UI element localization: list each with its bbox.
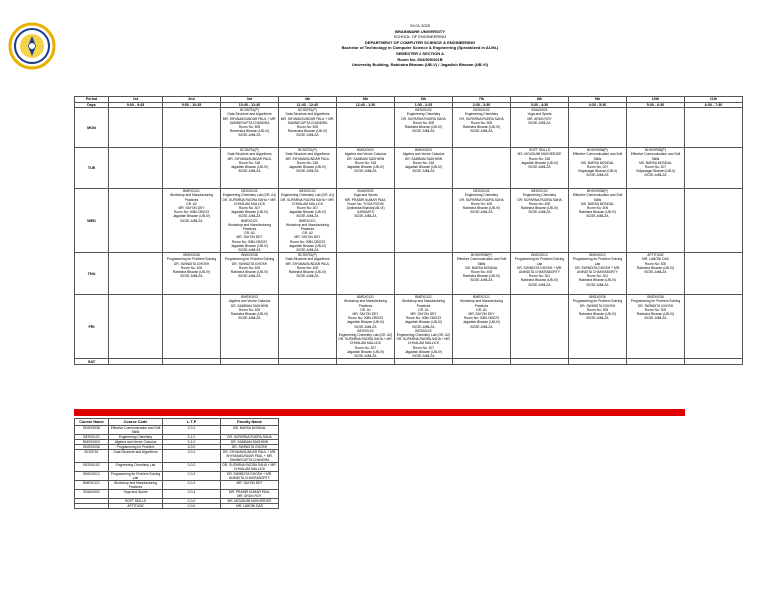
course-cell: 3-1-0: [163, 435, 221, 440]
class-cell: BHSX9938(P) Effective Communication and Soft Skills MS. BARSA MONDAL Room No: 207 Vidyasagar Bhavan (UB-II) BCSE-AIMLZA: [627, 148, 685, 189]
time-slot: 3:30 - 4:30: [511, 102, 569, 108]
time-slot: 9:00 - 9:45: [109, 102, 163, 108]
university-seal-icon: [8, 22, 56, 70]
separator-bar: [74, 409, 685, 416]
course-cell: 2-0-2: [163, 426, 221, 435]
header-department: DEPARTMENT OF COMPUTER SCIENCE & ENGINEERING: [364, 39, 476, 45]
period-header: 1st: [109, 97, 163, 103]
period-header: 6th: [395, 97, 453, 103]
class-cell: [685, 295, 743, 359]
document-header: [180, 23, 660, 68]
course-cell: Engineering Chemistry: [109, 435, 163, 440]
period-label: Period: [75, 97, 109, 103]
class-cell: BCS5751(P) Data Structure and Algorithms MR. SHYAMASUNDAR PAUL + MR. SAMNEGUPTA CHANDRA Room No: 505 Ramendra Bhavan (UB-IV) BCSE-AIMLZA: [279, 108, 337, 148]
course-cell: DR. SUPARNA RUDRA SAHA: [221, 435, 279, 440]
course-cell: DR. SWINDITA GHOSH + MR. ANINDITA CHAKRABORTY: [221, 472, 279, 481]
class-cell: [279, 359, 337, 365]
course-cell: Yoga and Sports: [109, 490, 163, 499]
class-cell: [453, 148, 511, 189]
time-slot: 5:30 - 6:30: [627, 102, 685, 108]
day-label: THU: [75, 253, 109, 295]
class-cell: BMEX0121 Workshop and Manufacturing Practices GR. A2 MR. SAYON DEY Room No: 008/LOBO23 Jagadish Bhavan (UB-IV) BCSE-AIMLZA: [163, 189, 221, 253]
day-row: [75, 189, 743, 253]
day-row: [75, 253, 743, 295]
class-cell: BESX0102 Engineering Chemistry DR. SUPARNA RUDRA SAHA Room No: 405 Rabindra Bhavan (UB-IV) BCSE-AIMLZA: [453, 189, 511, 253]
class-cell: [395, 253, 453, 295]
class-cell: APTITUDE MR. LABONI DAS Room No: 305 Rabindra Bhavan (UB-IV) BCSE-AIMLZA: [627, 253, 685, 295]
time-slot: 11:40 - 12:40: [279, 102, 337, 108]
class-cell: BNSX0036 Programming for Problem Solving DR. SWINDITA GHOSH Room No: 405 Rabindra Bhavan (UB-IV) BCSE-AIMLZA: [221, 253, 279, 295]
course-cell: BCS5751: [75, 450, 109, 463]
class-cell: [109, 253, 163, 295]
course-cell: BNSX0036: [75, 445, 109, 450]
course-row: [75, 504, 279, 509]
course-cell: BESX0102: [75, 435, 109, 440]
class-cell: [221, 359, 279, 365]
course-row: [75, 463, 279, 472]
class-cell: [163, 359, 221, 365]
course-column-header: Course Code: [109, 419, 163, 426]
time-slot: 1:30 - 2:25: [395, 102, 453, 108]
class-cell: [337, 108, 395, 148]
course-cell: DR. SHYAMASUNDAR PAUL + MR. SHYAMASUNDAR PAUL + MR. SAMNEGUPTA CHANDRA: [221, 450, 279, 463]
day-label: SAT: [75, 359, 109, 365]
day-row: [75, 295, 743, 359]
course-cell: Programming for Problem Solving Lab: [109, 472, 163, 481]
course-cell: APTITUDE: [109, 504, 163, 509]
class-cell: BESX0102 Engineering Chemistry DR. SUPARNA RUDRA SAHA Room No: 505 Rabindra Bhavan (UB-IV) BCSE-AIMLZA: [453, 108, 511, 148]
header-semester: SEMESTER 2 SECTION A: [395, 50, 445, 56]
course-row: [75, 472, 279, 481]
course-cell: MS. MOUSUMI MUKHERJEE: [221, 499, 279, 504]
course-cell: BHSX9938: [75, 426, 109, 435]
course-row: [75, 490, 279, 499]
period-header: 5th: [337, 97, 395, 103]
class-cell: [685, 253, 743, 295]
class-cell: BMEX0121 Workshop and Manufacturing Practices GR. A1 MR. SAYON DEY Room No: 008/LOBO23 Jagadish Bhavan (UB-IV) BCSE-AIMLZA BESX0102 Engineering Chemistry Lab (GR. A2) DR. SUPARNA RUDRA SAHA + MR. CHHALAM MALLICK Room No: 307 Jagadish Bhavan (UB-IV) BCSE-AIMLZA: [396, 295, 451, 359]
course-cell: 0-0-4: [163, 490, 221, 499]
class-cell: BMSX0003 Algebra and Vector Calculus DR. SAMBAM SADHWIN Room No: 318 Jagadish Bhavan (UB-IV) BCSE-AIMLZA: [337, 148, 395, 189]
course-cell: MR. LABONI DAS: [221, 504, 279, 509]
course-cell: Engineering Chemistry Lab: [109, 463, 163, 472]
course-cell: 0-0-2: [163, 463, 221, 472]
class-cell: BCS5751(P) Data Structure and Algorithms MR. SHYAMASUNDAR PAUL Room No: 318 Jagadish Bhavan (UB-IV) BCSE-AIMLZA: [221, 148, 279, 189]
day-row: [75, 108, 743, 148]
day-label: TUE: [75, 148, 109, 189]
class-cell: BNSX0012 Programming for Problem Solving Lab DR. SWINDITA GHOSH + MR. ANINDITA CHAKRABORTY Room No: 301 Rabindra Bhavan (UB-IV) BCSE-AIMLZA: [511, 253, 569, 295]
class-cell: BHSX9938(P) Effective Communication and Soft Skills MS. BARSA MONDAL Room No: 405 Rabindra Bhavan (UB-IV) BCSE-AIMLZA: [569, 189, 627, 253]
course-cell: BMEX0121: [75, 481, 109, 490]
class-cell: [163, 295, 221, 359]
class-cell: BESX0102 Engineering Chemistry DR. SUPARNA RUDRA SAHA Room No: 405 Rabindra Bhavan (UB-IV) BCSE-AIMLZA: [511, 189, 569, 253]
course-row: [75, 481, 279, 490]
class-cell: BCS5751(P) Data Structure and Algorithms MR. SHYAMASUNDAR PAUL + MR. SAMNEGUPTA CHANDRA Room No: 505 Ramendra Bhavan (UB-IV) BCSE-AIMLZA: [221, 108, 279, 148]
class-cell: [685, 189, 743, 253]
class-cell: BCS5751(P) Data Structure and Algorithms MR. SHYAMASUNDAR PAUL Room No: 405 Rabindra Bhavan (UB-IV) BCSE-AIMLZA: [279, 253, 337, 295]
class-cell: [337, 359, 395, 365]
class-cell: [395, 189, 453, 253]
header-university: BRAINWARE UNIVERSITY: [395, 28, 445, 34]
period-header: 2nd: [163, 97, 221, 103]
period-header: 10th: [627, 97, 685, 103]
course-cell: DR. SUPARNA RUDRA SAHA + MR. CHHALAM MALLICK: [222, 463, 277, 471]
class-cell: BESX0102 Engineering Chemistry DR. SUPARNA RUDRA SAHA Room No: 505 Rabindra Bhavan (UB-IV) BCSE-AIMLZA: [395, 108, 453, 148]
time-slot: 6:30 - 7:30: [685, 102, 743, 108]
class-cell: BNSX0036 Programming for Problem Solving DR. SWINDITA GHOSH Room No: 305 Rabindra Bhavan (UB-IV) BCSE-AIMLZA: [627, 295, 685, 359]
class-cell: BHSX9938(P) Effective Communication and Soft Skills MS. BARSA MONDAL Room No: 405 Rabindra Bhavan (UB-IV) BCSE-AIMLZA: [453, 253, 511, 295]
class-cell: [685, 108, 743, 148]
course-cell: 0-0-2: [163, 472, 221, 481]
class-cell: [685, 148, 743, 189]
class-cell: BNSX0012 Programming for Problem Solving Lab DR. SWINDITA GHOSH + MR. ANINDITA CHAKRABORTY Room No: 301 Rabindra Bhavan (UB-IV) BCSE-AIMLZA: [569, 253, 627, 295]
class-cell: BNSX0036 Programming for Problem Solving DR. SWINDITA GHOSH Room No: 305 Rabindra Bhavan (UB-IV) BCSE-AIMLZA: [569, 295, 627, 359]
class-cell: [685, 359, 743, 365]
class-cell: [109, 189, 163, 253]
day-row: [75, 148, 743, 189]
day-label: MON: [75, 108, 109, 148]
class-cell: [395, 359, 453, 365]
time-slot: 12:40 - 1:30: [337, 102, 395, 108]
period-header: 7th: [453, 97, 511, 103]
course-cell: DR. SWINDITA GHOSH: [221, 445, 279, 450]
class-cell: BHSX9938(P) Effective Communication and Soft Skills MS. BARSA MONDAL Room No: 207 Vidyasagar Bhavan (UB-II) BCSE-AIMLZA: [569, 148, 627, 189]
course-cell: BNSX0012: [75, 472, 109, 481]
class-cell: BMSX0003 Algebra and Vector Calculus DR. SAMBAM SADHWIN Room No: 318 Jagadish Bhavan (UB-IV) BCSE-AIMLZA: [395, 148, 453, 189]
course-cell: Workshop and Manufacturing Practices: [109, 481, 163, 490]
course-cell: 3-0-2: [163, 450, 221, 463]
class-cell: [569, 108, 627, 148]
course-cell: Programming for Problem: [109, 445, 163, 450]
class-cell: BVAX0003 Yoga and Sports MR. ARUN ROY BCSE-AIMLZA: [511, 108, 569, 148]
course-row: [75, 450, 279, 463]
header-room: Room No.-504/505/301B: [397, 56, 443, 62]
course-cell: BVAX0003: [75, 490, 109, 499]
course-cell: Data Structure and Algorithms: [109, 450, 163, 463]
course-cell: 0-0-2: [163, 481, 221, 490]
course-cell: SOFT SKILLS: [109, 499, 163, 504]
course-cell: 3-1-0: [163, 440, 221, 445]
course-cell: BMSX0003: [75, 440, 109, 445]
course-cell: 0-0-0: [163, 499, 221, 504]
class-cell: BCS5751(P) Data Structure and Algorithms MR. SHYAMASUNDAR PAUL Room No: 318 Jagadish Bhavan (UB-IV) BCSE-AIMLZA: [279, 148, 337, 189]
course-cell: [75, 504, 109, 509]
course-cell: MR. PRABIR KUMAR PAUL MR. ARUN ROY: [221, 490, 279, 499]
course-column-header: L-T-P: [163, 419, 221, 426]
header-date: 29.01.2025: [409, 23, 431, 28]
class-cell: [163, 148, 221, 189]
course-column-header: Faculty Name: [221, 419, 279, 426]
course-column-header: Course Name: [75, 419, 109, 426]
period-header: 9th: [569, 97, 627, 103]
class-cell: SOFT SKILLS MS. MOUSUMI MUKHERJEE Room No: 318 Jagadish Bhavan (UB-IV) BCSE-AIMLZA: [511, 148, 569, 189]
class-cell: BMEX0121 Workshop and Manufacturing Practices GR. A1 MR. SAYON DEY Room No: 008/LOBO23 Jagadish Bhavan (UB-IV) BCSE-AIMLZA: [453, 295, 511, 359]
class-cell: [109, 359, 163, 365]
class-cell: [109, 295, 163, 359]
time-slot: 10:40 - 11:40: [221, 102, 279, 108]
course-cell: 3-0-0: [163, 445, 221, 450]
class-cell: BVAX0003 Yoga and Sports MR. PRABIR KUMAR PAUL Room No: YOGA ROOM Jyotiranka Bhavan(UB-VI) GARAMITS BCSE-AIMLZA: [337, 189, 395, 253]
class-cell: BMSX0003 Algebra and Vector Calculus DR. SAMBAM SADHWIN Room No: 405 Rabindra Bhavan (UB-IV) BCSE-AIMLZA: [221, 295, 279, 359]
course-cell: 0-0-0: [163, 504, 221, 509]
class-cell: BMEX0121 Workshop and Manufacturing Practices GR. A1 MR. SAYON DEY Room No: 008/LOBO23 Jagadish Bhavan (UB-IV) BCSE-AIMLZA BESX0102 Engineering Chemistry Lab (GR. A2) DR. SUPARNA RUDRA SAHA + MR. CHHALAM MALLICK Room No: 307 Jagadish Bhavan (UB-IV) BCSE-AIMLZA: [338, 295, 393, 359]
class-cell: BESX0102 Engineering Chemistry Lab (GR. A1) DR. SUPARNA RUDRA SAHA + MR. CHHALAM MALLICK Room No: 307 Jagadish Bhavan (UB-IV) BCSE-AIMLZA BMEX0121 Workshop and Manufacturing Practices GR. A2 MR. SAYON DEY Room No: 008/LOBO23 Jagadish Bhavan (UB-IV) BCSE-AIMLZA: [280, 189, 335, 253]
class-cell: [569, 359, 627, 365]
time-slot: 2:30 - 3:30: [453, 102, 511, 108]
course-cell: Effective Communication and Soft Skills: [109, 426, 163, 435]
course-cell: MR. SAYON DEY: [221, 481, 279, 490]
period-header: 4th: [279, 97, 337, 103]
course-header-row: [75, 419, 279, 426]
class-cell: [279, 295, 337, 359]
day-row: [75, 359, 743, 365]
course-cell: DR. SAMBAM SADHWIN: [221, 440, 279, 445]
period-header: 3rd: [221, 97, 279, 103]
class-cell: [337, 253, 395, 295]
header-school: SCHOOL OF ENGINEERING: [393, 34, 447, 40]
class-cell: [453, 359, 511, 365]
timetable: [74, 96, 743, 365]
course-cell: Algebra and Vector Calculus: [109, 440, 163, 445]
header-program: Bachelor of Technology in Computer Science & Engineering (Specialized in AI-ML): [341, 45, 499, 51]
class-cell: [163, 108, 221, 148]
class-cell: [627, 108, 685, 148]
class-cell: [511, 295, 569, 359]
course-cell: MS. BARSA MONDAL: [221, 426, 279, 435]
class-cell: [627, 359, 685, 365]
time-slot: 4:30 - 5:30: [569, 102, 627, 108]
class-cell: BESX0102 Engineering Chemistry Lab (GR. A1) DR. SUPARNA RUDRA SAHA + MR. CHHALAM MALLICK Room No: 307 Jagadish Bhavan (UB-IV) BCSE-AIMLZA BMEX0121 Workshop and Manufacturing Practices GR. A2 MR. SAYON DEY Room No: 008/LOBO23 Jagadish Bhavan (UB-IV) BCSE-AIMLZA: [222, 189, 277, 253]
period-header: 11th: [685, 97, 743, 103]
class-cell: BNSX0036 Programming for Problem Solving DR. SWINDITA GHOSH Room No: 405 Rabindra Bhavan (UB-IV) BCSE-AIMLZA: [163, 253, 221, 295]
day-label: FRI: [75, 295, 109, 359]
course-cell: BESX0102: [75, 463, 109, 472]
class-cell: [511, 359, 569, 365]
course-row: [75, 426, 279, 435]
header-building: University Building, Rabindra Bhavan (UB-V) / Jagadish Bhavan (UB-VI): [351, 62, 489, 68]
day-label: WED: [75, 189, 109, 253]
days-label: Days: [75, 102, 109, 108]
class-cell: [627, 189, 685, 253]
class-cell: [109, 148, 163, 189]
course-table: [74, 418, 279, 509]
period-header: 8th: [511, 97, 569, 103]
time-slot: 9:50 - 10:35: [163, 102, 221, 108]
class-cell: [109, 108, 163, 148]
